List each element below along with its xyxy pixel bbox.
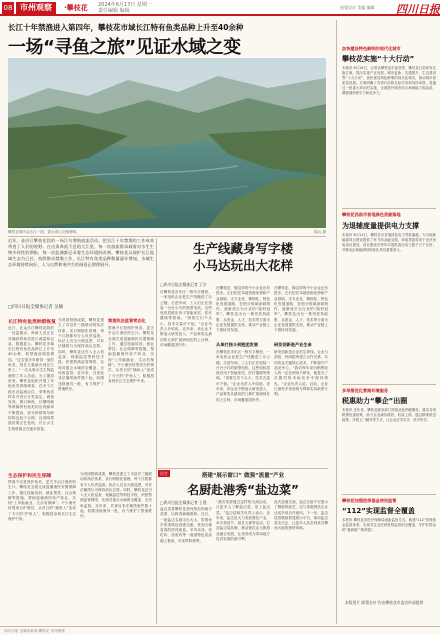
divider — [158, 468, 328, 469]
section-tag: 市州观察 — [16, 2, 56, 14]
side-body-3: 本报讯 近年来，攀枝花税务部门持续优化纳税服务，落实各项税费优惠政策，助力企业减负增效、轻装上阵。通过精准推送政策、开展上门辅导等方式，让企业应享尽享、快享快享。 — [342, 408, 436, 422]
masthead-logo: 四川日报 — [396, 3, 440, 16]
side-kicker-4: 攀枝花加强医保基金使用监管 — [342, 498, 397, 503]
editor-line: 责任编辑 编辑 — [98, 8, 130, 14]
design-editors: 视觉设计 美编 编辑 — [340, 5, 375, 10]
main-headline: 一场“寻鱼之旅”见证水域之变 — [8, 37, 241, 58]
river-photo — [8, 58, 326, 228]
caption-text: 攀枝花境内金沙江一段，碧水青山交相辉映。 — [8, 230, 80, 234]
side-kicker-2: 攀枝花西昌市首笔绿色贷款落地 — [342, 212, 401, 217]
bottom-column-1: 盐边菜是攀枝花独具特色的地方菜系，以鲜香麻辣著称。近日，一批盐边名厨走出大山，带着家乡的美味赴香港交流，受到当地食客的热烈欢迎。羊肉米线、坨坨鸡、油底肉等一道道特色菜品端上餐桌，引来阵阵称赞。 — [160, 507, 212, 543]
side-title-3: 税惠助力“攀企”出圈 — [342, 397, 408, 405]
main-subhead-3: 生态保护和民生保障 — [8, 474, 52, 479]
bottom-column-3: 此次赴港交流，盐边名厨不仅展示了精湛的厨艺，还与香港餐饮企业达成多项合作意向。下一步，盐边县将继续搭建展示平台，推动盐边菜走出去，让更多人品尝到来自攀西大地的独特风味。 — [274, 500, 328, 531]
bottom-byline: □四川日报全媒体记者 王建 — [160, 500, 207, 505]
page-footer: 四川日报 全媒体新闻 攀枝花 市州观察 — [0, 626, 440, 635]
feature-column-1: 在攀枝花市东区一栋写字楼里，一家电机企业把生产线搬进了办公楼。走进车间，工人们正在组装一台台小巧的微型电机，这些电机将被应用于智能家居、医疗器械等领域。“别看它们个头小，技术含量可不低。”企业负责人介绍说。近年来，该企业不断加大研发投入，产品种类从最初的几种扩展到现在的上百种，市场覆盖国内外。 — [160, 290, 212, 347]
photo-credit: 陈兵 摄 — [314, 230, 326, 234]
main-author: □四川日报全媒体记者 吴楠 — [8, 305, 64, 310]
bottom-column-2: “我们希望通过这样的交流活动，让更多人了解盐边菜、爱上盐边菜。”盐边县相关负责人表示。近年来，盐边县大力发展餐饮产业，举办美食节、厨艺大赛等活动，打造盐边菜品牌，推动餐饮业与旅游业融合发展，让美食成为带动地方经济发展的新引擎。 — [216, 500, 270, 542]
side-title-4: “112”实现监督全覆盖 — [342, 507, 415, 515]
feature-column-2b: 在攀枝花市东区一栋写字楼里，一家电机企业把生产线搬进了办公楼。走进车间，工人们正在组装一台台小巧的微型电机，这些电机将被应用于智能家居、医疗器械等领域。“别看它们个头小，技术含量可不低。”企业负责人介绍说。近年来，该企业不断加大研发投入，产品种类从最初的几种扩展到现在的上百种，市场覆盖国内外。 — [216, 350, 270, 402]
feature-column-3: 在攀枝花，像这样的中小企业还有很多。它们依托本地资源优势和产业基础，走专业化、精细化、特色化发展道路，在细分领域深耕细作，逐渐成长为行业的“隐形冠军”。攀枝花出台一系列扶持政策，从资金、人才、技术等方面为企业发展提供支持，推动产业链上下游协同发展。 — [274, 286, 328, 333]
main-column-1: 近日，在金沙江攀枝花段的一处监测点，科研人员正在对捕获的鱼类进行测量和记录。数据显示，攀枝花市域长江特有鱼类品种已上升至40余种，较禁渔前明显增加。“过去很多年难得一见的鱼类，现在又重新出现在江里了。”一位从事水生生物监测的工作人员说。为了摸清家底，攀枝花组织开展了多轮鱼类资源调查，在多个江段布设监测点位，采集鱼类样本并进行分类鉴定。调查发现，圆口铜鱼、长鳍吻鮈等珍稀特有鱼类的出现频率不断提高，部分种群的年龄结构也趋于合理。这说明禁渔效果正在显现，长江水生生物资源正在逐步恢复。 — [8, 326, 54, 431]
side-body-1: 本报讯 6月14日，记者从攀枝花市委获悉，攀枝花日前印发实施方案，提出实施产业发展、城市更新、交通提升、生态建设等“十大行动”，加快建设特色鲜明的现代化城市，推动城市高质量发展。方案明确了各项行动的目标任务和具体举措，将通过一批重大项目的实施，全面提升城市综合承载能力和品质，增强城市吸引力和竞争力。 — [342, 66, 436, 95]
date-line — [98, 2, 152, 14]
divider — [342, 494, 436, 495]
divider — [342, 208, 436, 209]
divider — [8, 236, 326, 237]
main-kicker: 长江十年禁渔进入第四年，攀枝花市域长江特有鱼类品种上升至40余种 — [8, 23, 244, 32]
main-lede: 近年，金沙江攀枝花段的一场江鸟增殖放流活动，把长江十年禁渔的工作成效带进了人们的视野。在这条奔流不息的大江里，每一次放流都承载着对水生生物多样性的期盼，每一次监测都记录着生态环境的改善。攀枝花以保护长江流域生态为己任，持续推动禁渔工作，长江特有鱼类品种数量逐年增加，水域生态环境持续向好，人与自然和谐共生的画卷正徐徐展开。 — [8, 238, 154, 267]
divider — [342, 384, 436, 385]
feature-subhead-2: 研发创新是产业生命 — [274, 342, 312, 347]
date-text: 2024年6月17日 星期一 — [98, 2, 152, 8]
main-subhead-2: 禁渔执法监管常态化 — [108, 318, 146, 323]
page-number: 08 — [3, 4, 13, 12]
main-column-2: 禁渔不仅是保护鱼类，更关乎沿江渔民的生计。攀枝花全面完成退捕渔民安置保障工作，通过技能培训、就业帮扶、社会保障等措施，帮助退捕渔民转产转业，实现“上岸能就业、生活有保障”。不少渔民转型成为护渔员，从昔日的“捕鱼人”变成了今天的“护鱼人”，积极投身到长江生态保护中来。 — [108, 326, 154, 383]
top-bar — [0, 0, 440, 16]
feature-byline: □四川日报全媒体记者 王学 — [160, 282, 207, 287]
feature-title-line-2: 小马达玩出大花样 — [192, 258, 293, 273]
divider — [336, 20, 337, 624]
feature-title — [158, 240, 328, 274]
side-title-1: 攀枝花实施“十大行动” — [342, 55, 415, 63]
side-body-4: 本报讯 攀枝花市医疗保障局创新监管方式，构建“112”医保基金监管体系，实现对定点医药机构监督的全覆盖，守护好群众的“看病钱”“救命钱”。 — [342, 518, 436, 532]
section-subtitle: ·攀枝花 — [64, 4, 88, 12]
bottom-kicker: 搭建“展示窗口” 做强“流量”产业 — [201, 473, 285, 479]
main-column-1b: 为巩固禁渔成果，攀枝花建立了市县乡三级联动的执法体系，实行网格化管理，每个江段都有专人负责巡查。执法人员全天候巡逻，对非法捕捞行为保持高压态势。同时，攀枝花还引入无人机巡查、视频监控等科技手段，织密禁渔监管网络，实现对重点水域的全覆盖、无死角监管。近年来，共查处非法捕捞案件数十起，收缴违规渔具一批，有力维护了禁渔秩序。 — [58, 318, 104, 391]
feature-title-line-1: 生产线藏身写字楼 — [192, 241, 293, 256]
side-kicker-1: 加快建设特色鲜明的现代化城市 — [342, 46, 401, 51]
bottom-tag: 民生 — [160, 471, 168, 476]
main-column-3: 禁渔不仅是保护鱼类，更关乎沿江渔民的生计。攀枝花全面完成退捕渔民安置保障工作，通过技能培训、就业帮扶、社会保障等措施，帮助退捕渔民转产转业，实现“上岸能就业、生活有保障”。不少渔民转型成为护渔员，从昔日的“捕鱼人”变成了今天的“护鱼人”，积极投身到长江生态保护中来。 — [8, 480, 76, 522]
main-column-4: 为巩固禁渔成果，攀枝花建立了市县乡三级联动的执法体系，实行网格化管理，每个江段都有专人负责巡查。执法人员全天候巡逻，对非法捕捞行为保持高压态势。同时，攀枝花还引入无人机巡查、视频监控等科技手段，织密禁渔监管网络，实现对重点水域的全覆盖、无死角监管。近年来，共查处非法捕捞案件数十起，收缴违规渔具一批，有力维护了禁渔秩序。 — [80, 472, 152, 519]
feature-column-3b: 研发创新是企业的生命线。企业与高校、科研院所建立合作关系，共同攻克关键核心技术，不断提升产品竞争力。“我们每年拿出销售收入的一定比例用于研发，就是为了在激烈的市场竞争中保持领先。”企业负责人说。目前，企业已拥有多项发明专利和实用新型专利。 — [274, 350, 328, 397]
feature-column-2: 在攀枝花，像这样的中小企业还有很多。它们依托本地资源优势和产业基础，走专业化、精细化、特色化发展道路，在细分领域深耕细作，逐渐成长为行业的“隐形冠军”。攀枝花出台一系列扶持政策，从资金、人才、技术等方面为企业发展提供支持，推动产业链上下游协同发展。 — [216, 286, 270, 333]
photo-caption — [8, 230, 326, 235]
side-kicker-3: 多举措优化营商环境服务 — [342, 388, 389, 393]
side-title-2: 为退辅度量提供电力支撑 — [342, 222, 419, 230]
photo-note: 本版图片 除署名外 均由攀枝花市委宣传部提供 — [345, 600, 424, 605]
side-body-2: 本报讯 6月13日，攀枝花市首笔绿色电力贷款落地，为当地新能源项目建设提供了有力的金融支撑。该笔贷款将用于光伏发电项目建设，项目建成后每年可提供清洁电力数千万千瓦时，对推动区域能源结构优化具有重要意义。 — [342, 233, 436, 252]
main-subhead-1: 长江特有鱼类种群恢复 — [8, 320, 56, 325]
divider — [156, 238, 157, 624]
bottom-title: 名厨赴港秀“盐边菜” — [187, 483, 299, 497]
feature-subhead-1: 从单打独斗到抱团发展 — [216, 342, 258, 347]
